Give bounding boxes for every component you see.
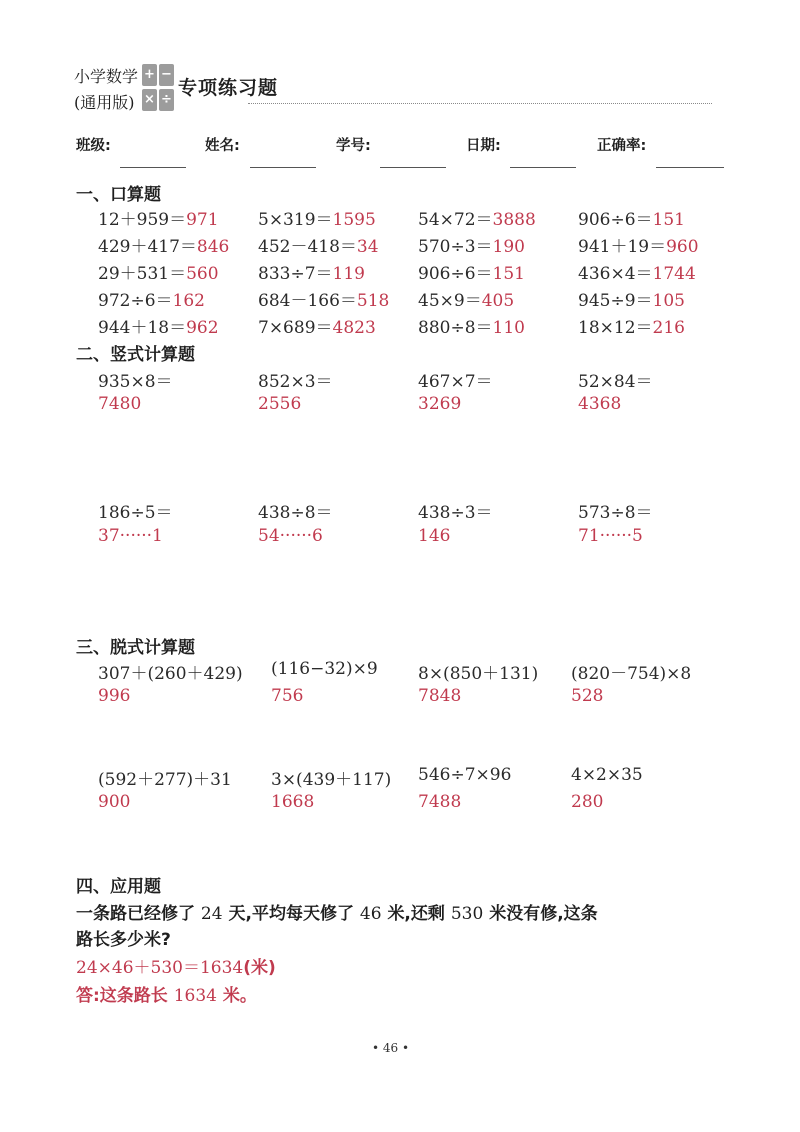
page-number: • 46 •: [372, 1041, 410, 1055]
times-icon: ×: [142, 89, 157, 111]
series-line-2: (通用版): [74, 93, 135, 112]
problem-item: 54×72＝3888: [418, 210, 536, 230]
problem-answer: 7488: [418, 792, 462, 812]
problem-question: 4×2×35: [571, 765, 643, 785]
problem-answer: 7480: [98, 394, 142, 414]
class-field-label: 班级:: [76, 138, 111, 154]
problem-question: 935×8＝: [98, 372, 173, 392]
problem-question: (592＋277)＋31: [98, 770, 232, 790]
problem-question: (116−32)×9: [271, 659, 378, 679]
problem-question: 186÷5＝: [98, 503, 173, 523]
problem-question: 573÷8＝: [578, 503, 653, 523]
problem-item: 972÷6＝162: [98, 291, 205, 311]
header-divider: [248, 103, 712, 104]
name-field-label: 姓名:: [205, 138, 240, 154]
section-title-stepwise-calc: 三、脱式计算题: [76, 638, 195, 658]
section-title-word-problem: 四、应用题: [76, 877, 161, 897]
problem-item: 945÷9＝105: [578, 291, 685, 311]
problem-item: 29＋531＝560: [98, 264, 219, 284]
word-problem-calculation: 24×46＋530＝1634(米): [76, 958, 276, 978]
problem-answer: 900: [98, 792, 131, 812]
problem-item: 436×4＝1744: [578, 264, 696, 284]
problem-item: 18×12＝216: [578, 318, 685, 338]
operator-icons: [142, 62, 174, 112]
problem-item: 7×689＝4823: [258, 318, 376, 338]
problem-item: 944＋18＝962: [98, 318, 219, 338]
problem-answer: 3269: [418, 394, 462, 414]
problem-question: 546÷7×96: [418, 765, 512, 785]
problem-item: 452－418＝34: [258, 237, 379, 257]
problem-question: 438÷3＝: [418, 503, 493, 523]
problem-item: 570÷3＝190: [418, 237, 525, 257]
problem-answer: 54······6: [258, 526, 323, 546]
problem-item: 906÷6＝151: [578, 210, 685, 230]
problem-question: (820－754)×8: [571, 664, 692, 684]
section-title-mental-math: 一、口算题: [76, 185, 161, 205]
name-field-line[interactable]: [250, 167, 316, 168]
problem-answer: 4368: [578, 394, 622, 414]
problem-answer: 37······1: [98, 526, 163, 546]
accuracy-field-label: 正确率:: [597, 138, 647, 154]
problem-question: 8×(850＋131): [418, 664, 539, 684]
problem-question: 852×3＝: [258, 372, 333, 392]
page-title: 专项练习题: [178, 77, 279, 99]
problem-question: 307＋(260＋429): [98, 664, 243, 684]
problem-item: 12＋959＝971: [98, 210, 219, 230]
word-problem-line-1: 一条路已经修了 24 天,平均每天修了 46 米,还剩 530 米没有修,这条: [76, 904, 598, 924]
word-problem-answer: 答:这条路长 1634 米。: [76, 986, 257, 1006]
student-id-field-line[interactable]: [380, 167, 446, 168]
problem-question: 467×7＝: [418, 372, 493, 392]
section-title-vertical-calc: 二、竖式计算题: [76, 345, 195, 365]
problem-item: 880÷8＝110: [418, 318, 525, 338]
problem-answer: 1668: [271, 792, 315, 812]
accuracy-field-line[interactable]: [656, 167, 724, 168]
problem-item: 684－166＝518: [258, 291, 390, 311]
problem-question: 3×(439＋117): [271, 770, 392, 790]
problem-question: 52×84＝: [578, 372, 653, 392]
problem-item: 941＋19＝960: [578, 237, 699, 257]
class-field-line[interactable]: [120, 167, 186, 168]
date-field-line[interactable]: [510, 167, 576, 168]
problem-item: 429＋417＝846: [98, 237, 230, 257]
word-problem-line-2: 路长多少米?: [76, 930, 171, 950]
problem-item: 45×9＝405: [418, 291, 515, 311]
problem-answer: 2556: [258, 394, 302, 414]
divide-icon: ÷: [159, 89, 174, 111]
problem-item: 5×319＝1595: [258, 210, 376, 230]
problem-item: 833÷7＝119: [258, 264, 365, 284]
problem-answer: 280: [571, 792, 604, 812]
problem-answer: 528: [571, 686, 604, 706]
book-series-label: [74, 64, 138, 116]
problem-question: 438÷8＝: [258, 503, 333, 523]
problem-answer: 756: [271, 686, 304, 706]
series-line-1: 小学数学: [74, 67, 139, 86]
minus-icon: −: [159, 64, 174, 86]
student-id-field-label: 学号:: [336, 138, 371, 154]
problem-answer: 996: [98, 686, 131, 706]
problem-item: 906÷6＝151: [418, 264, 525, 284]
problem-answer: 71······5: [578, 526, 643, 546]
problem-answer: 7848: [418, 686, 462, 706]
date-field-label: 日期:: [466, 138, 501, 154]
problem-answer: 146: [418, 526, 451, 546]
plus-icon: +: [142, 64, 157, 86]
